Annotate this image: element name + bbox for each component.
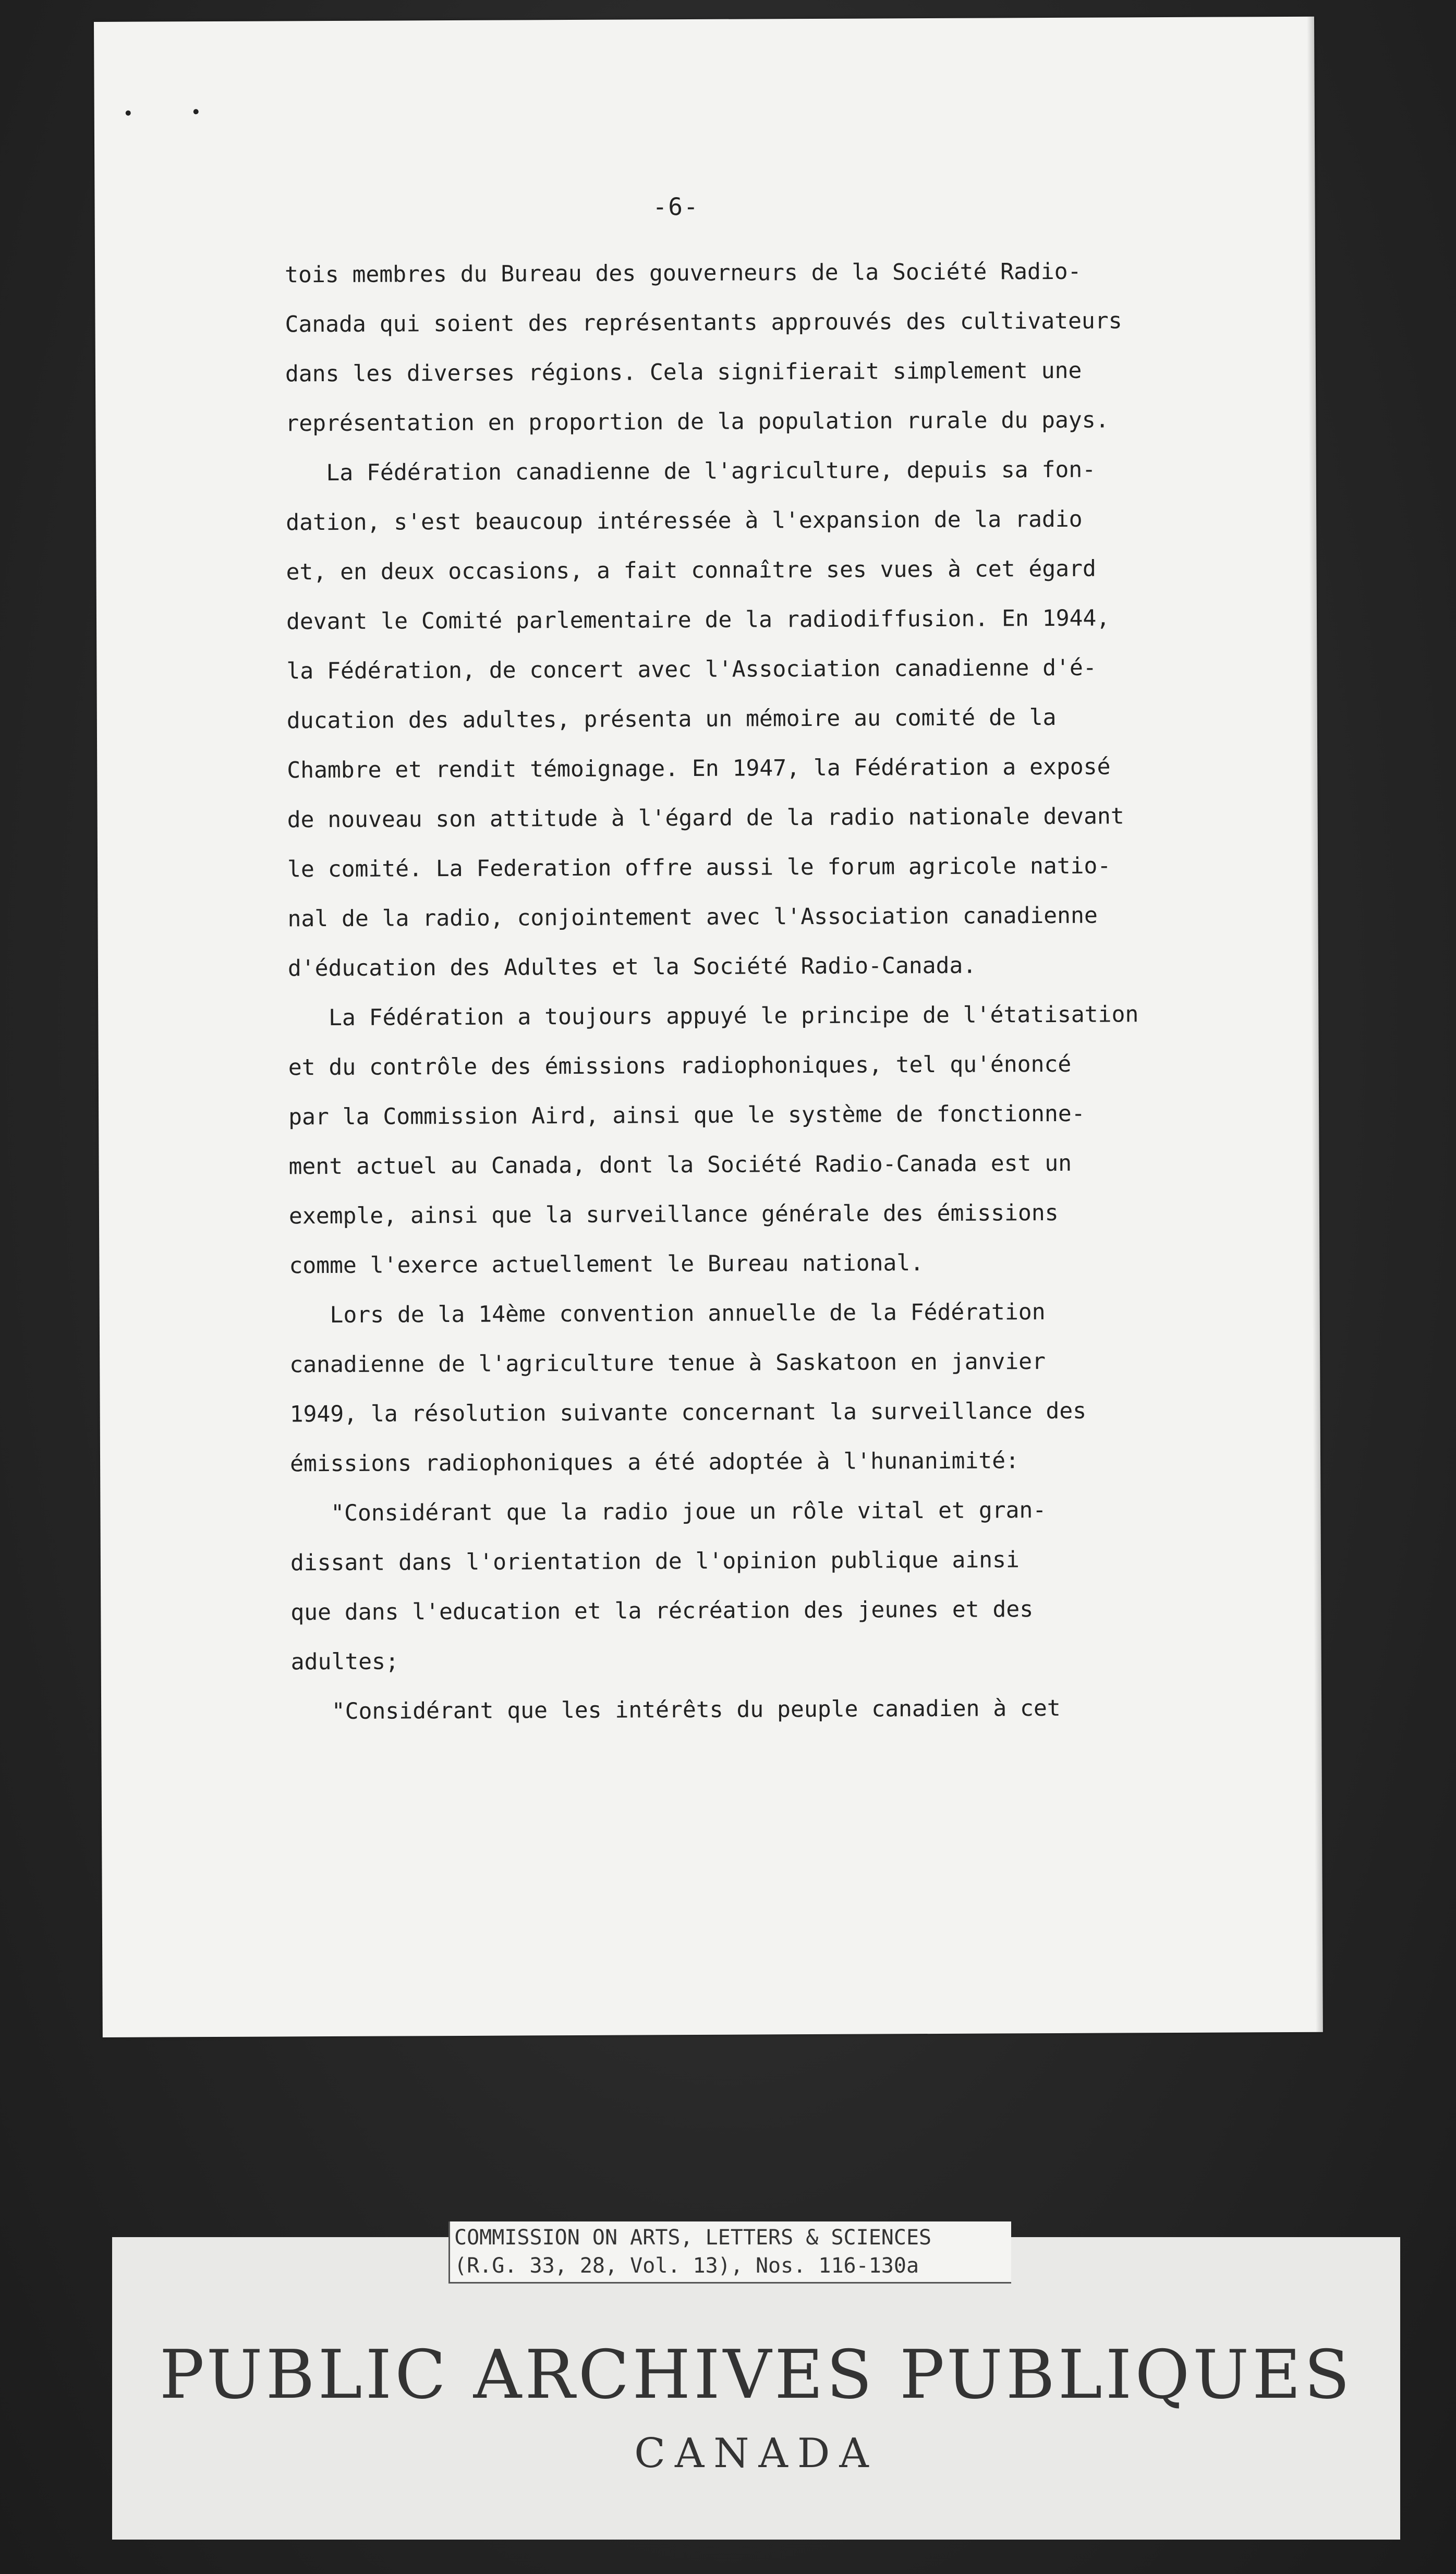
text-line: Lors de la 14ème convention annuelle de la Fédération bbox=[289, 1299, 1046, 1329]
text-line: émissions radiophoniques a été adoptée à l'hunanimité: bbox=[289, 1448, 1020, 1477]
margin-dot bbox=[126, 111, 131, 116]
text-line: adultes; bbox=[290, 1648, 399, 1675]
text-line: devant le Comité parlementaire de la radiodiffusion. En 1944, bbox=[286, 605, 1110, 635]
text-line: exemple, ainsi que la surveillance générale des émissions bbox=[288, 1199, 1059, 1230]
text-line: par la Commission Aird, ainsi que le système de fonctionne- bbox=[288, 1100, 1085, 1131]
archive-subtitle: CANADA bbox=[634, 2430, 878, 2477]
text-line: ducation des adultes, présenta un mémoire au comité de la bbox=[286, 704, 1057, 734]
text-line: et du contrôle des émissions radiophoniques, tel qu'énoncé bbox=[288, 1051, 1072, 1081]
text-line: Canada qui soient des représentants approuvés des cultivateurs bbox=[285, 308, 1122, 338]
text-line: comme l'exerce actuellement le Bureau national. bbox=[289, 1250, 924, 1279]
text-line: ment actuel au Canada, dont la Société Radio-Canada est un bbox=[288, 1150, 1072, 1180]
text-line: "Considérant que les intérêts du peuple canadien à cet bbox=[291, 1695, 1061, 1725]
text-line: dissant dans l'orientation de l'opinion publique ainsi bbox=[290, 1547, 1020, 1576]
text-line: tois membres du Bureau des gouverneurs de la Société Radio- bbox=[285, 258, 1082, 288]
text-line: dans les diverses régions. Cela signifierait simplement une bbox=[285, 357, 1082, 387]
text-line: 1949, la résolution suivante concernant la surveillance des bbox=[289, 1398, 1087, 1428]
text-line: représentation en proportion de la population rurale du pays. bbox=[285, 407, 1109, 437]
archive-title: PUBLIC ARCHIVES PUBLIQUES bbox=[159, 2336, 1353, 2414]
text-line: de nouveau son attitude à l'égard de la radio nationale devant bbox=[287, 803, 1124, 833]
text-line: nal de la radio, conjointement avec l'Association canadienne bbox=[287, 902, 1098, 932]
text-line: "Considérant que la radio joue un rôle vital et gran- bbox=[290, 1497, 1047, 1527]
archive-reference-line: COMMISSION ON ARTS, LETTERS & SCIENCES bbox=[454, 2226, 932, 2250]
text-line: La Fédération canadienne de l'agriculture, depuis sa fon- bbox=[285, 456, 1096, 487]
document-page bbox=[94, 17, 1323, 2037]
archive-reference-line: (R.G. 33, 28, Vol. 13), Nos. 116-130a bbox=[454, 2254, 919, 2278]
text-line: la Fédération, de concert avec l'Association canadienne d'é- bbox=[286, 654, 1097, 685]
text-line: que dans l'education et la récréation des jeunes et des bbox=[290, 1596, 1034, 1626]
typed-body-text bbox=[285, 246, 1324, 1737]
text-line: canadienne de l'agriculture tenue à Saskatoon en janvier bbox=[289, 1349, 1046, 1378]
text-line: et, en deux occasions, a fait connaître ses vues à cet égard bbox=[286, 555, 1096, 586]
text-line: le comité. La Federation offre aussi le forum agricole natio- bbox=[287, 853, 1111, 883]
text-line: Chambre et rendit témoignage. En 1947, la Fédération a exposé bbox=[287, 754, 1111, 784]
page-number: -6- bbox=[652, 192, 699, 221]
margin-dots bbox=[126, 105, 209, 121]
text-line: dation, s'est beaucoup intéressée à l'expansion de la radio bbox=[286, 506, 1083, 536]
archive-reference-slip bbox=[448, 2221, 1011, 2284]
text-line: La Fédération a toujours appuyé le principe de l'étatisation bbox=[288, 1001, 1139, 1031]
margin-dot bbox=[193, 109, 199, 114]
text-line: d'éducation des Adultes et la Société Radio-Canada. bbox=[287, 952, 977, 982]
